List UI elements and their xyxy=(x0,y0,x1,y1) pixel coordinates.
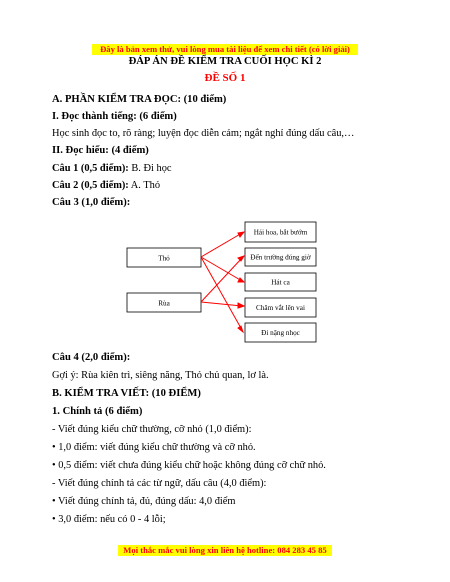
diagram-right-2: Đến trường đúng giờ xyxy=(250,253,311,262)
question-2-label: Câu 2 (0,5 điểm): xyxy=(52,180,129,191)
diagram-right-1: Hái hoa, bắt bướm xyxy=(253,228,308,237)
link-tho-hai-hoa xyxy=(201,233,242,257)
question-3-label: Câu 3 (1,0 điểm): xyxy=(52,197,131,208)
question-4-label: Câu 4 (2,0 điểm): xyxy=(52,352,131,363)
diagram-right-3: Hát ca xyxy=(271,278,290,287)
part-i-text: Học sinh đọc to, rõ ràng; luyện đọc diễn cảm; ngắt nghỉ đúng dấu câu,… xyxy=(52,128,355,139)
list-item: - Viết đúng kiểu chữ thường, cỡ nhỏ (1,0 điểm): xyxy=(52,424,252,435)
list-item: • 3,0 điểm: nếu có 0 - 4 lỗi; xyxy=(52,514,166,525)
arrowhead xyxy=(238,303,244,308)
diagram-left-1: Thỏ xyxy=(158,254,170,263)
list-item: • Viết đúng chính tả, đủ, đúng dấu: 4,0 điểm xyxy=(52,496,236,507)
arrowhead xyxy=(238,256,244,261)
page-title: ĐÁP ÁN ĐỀ KIỂM TRA CUỐI HỌC KÌ 2 xyxy=(128,56,322,67)
list-item: • 1,0 điểm: viết đúng kiểu chữ thường và cỡ nhỏ. xyxy=(52,442,256,453)
page-subtitle: ĐỀ SỐ 1 xyxy=(204,72,246,84)
question-2-answer: A. Thỏ xyxy=(128,180,161,191)
link-tho-di-nang xyxy=(201,257,242,330)
part-i-heading: I. Đọc thành tiếng: (6 điểm) xyxy=(52,111,177,122)
link-rua-cham-vat xyxy=(201,302,242,306)
arrowhead xyxy=(238,278,244,282)
question-1-label: Câu 1 (0,5 điểm): xyxy=(52,163,129,174)
arrowhead xyxy=(238,326,243,332)
hotline-banner: Mọi thắc mắc vui lòng xin liên hệ hotline: 084 283 45 85 xyxy=(118,545,332,556)
b1-heading: 1. Chính tả (6 điểm) xyxy=(52,406,143,417)
diagram-right-4: Chăm vắt lên vai xyxy=(256,304,305,312)
question-1-answer: B. Đi học xyxy=(128,163,172,174)
diagram-right-5: Đi nặng nhọc xyxy=(261,329,300,337)
list-item: - Viết đúng chính tả các từ ngữ, dấu câu (4,0 điểm): xyxy=(52,478,267,489)
arrowhead xyxy=(238,232,244,237)
preview-banner: Đây là bản xem thử, vui lòng mua tài liệu để xem chi tiết (có lời giải) xyxy=(92,44,358,55)
link-tho-hat-ca xyxy=(201,257,242,281)
link-rua-den-truong xyxy=(201,258,242,302)
section-b-heading: B. KIỂM TRA VIẾT: (10 ĐIỂM) xyxy=(52,388,201,399)
question-4-hint: Gợi ý: Rùa kiên trì, siêng năng, Thỏ chủ quan, lơ là. xyxy=(52,370,269,381)
part-ii-heading: II. Đọc hiểu: (4 điểm) xyxy=(52,145,149,156)
list-item: • 0,5 điểm: viết chưa đúng kiểu chữ hoặc không đúng cỡ chữ nhỏ. xyxy=(52,460,326,471)
section-a-heading: A. PHẦN KIỂM TRA ĐỌC: (10 điểm) xyxy=(52,94,227,105)
diagram-left-2: Rùa xyxy=(158,299,170,308)
